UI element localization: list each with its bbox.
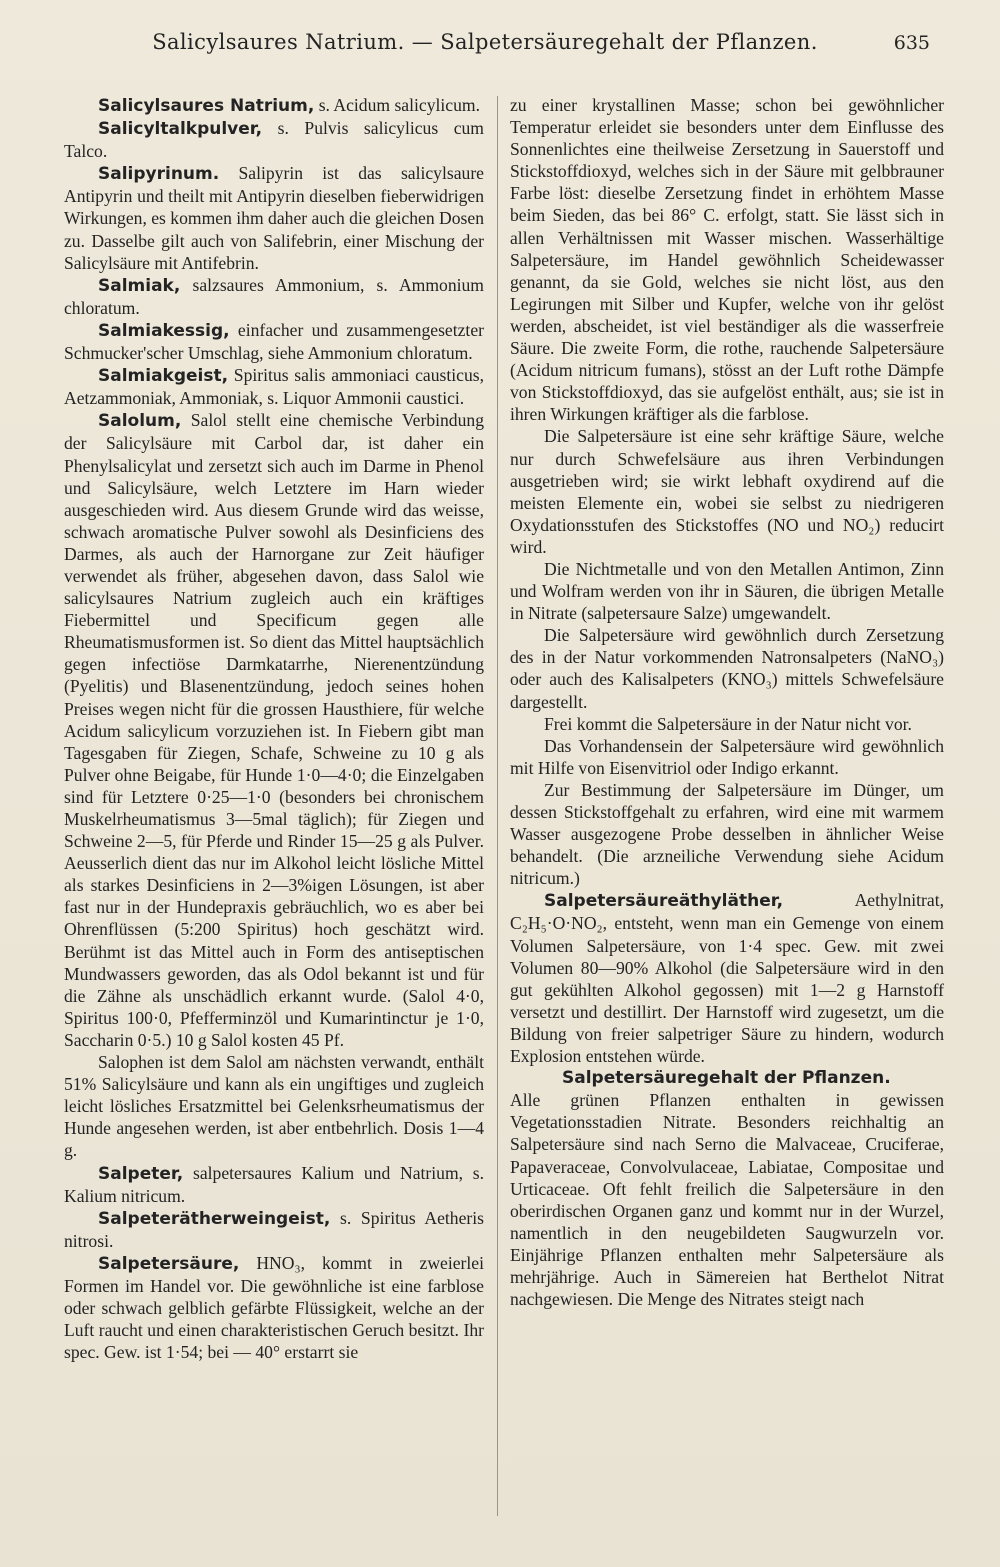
entry-lemma: Salicylsaures Natrium, — [98, 96, 315, 116]
entry-salpeteraetherweingeist — [64, 1207, 484, 1252]
page-number: 635 — [893, 32, 930, 54]
paragraph-detection — [510, 735, 944, 779]
entry-text: Spiritus salis ammoniaci causticus, Aetzammoniak, Ammoniak, s. Liquor Ammonii caustici. — [64, 365, 484, 409]
entry-lemma: Salmiakessig, — [98, 320, 230, 341]
entry-text: Die Salpetersäure wird gewöhnlich durch Zersetzung des in der Natur vorkommenden Natronsalpeters (NaNO₃) oder auch des Kalisalpeters (KNO₃) mittels Schwefelsäure dargestellt. — [510, 625, 944, 712]
entry-text: s. Spiritus Aetheris nitrosi. — [64, 1207, 484, 1251]
entry-salpeter — [64, 1162, 484, 1207]
entry-text: Salipyrin ist das salicylsaure Antipyrin und theilt mit Antipyrin dieselben fieberwidrigen Wirkungen, es kommen ihm daher auch die gleichen Dosen zu. Dasselbe gilt auch von Salifebrin, einer Mischung der Salicylsäure mit Antifebrin. — [64, 163, 484, 273]
entry-text: Aethylnitrat, C₂H₅·O·NO₂, entsteht, wenn man ein Gemenge von einem Volumen Salpetersäure, von 1·4 spec. Gew. mit zwei Volumen 80—90% Alkohol (die Salpetersäure wird in den gut gekühlten Alkohol gegossen) mit 1—2 g Harnstoff versetzt und destillirt. Der Harnstoff wird zugesetzt, um die Bildung von freier salpetriger Säure zu hindern, wodurch Explosion entstehen würde. — [510, 890, 944, 1067]
entry-lemma: Salpetersäure, — [98, 1253, 240, 1274]
entry-salmiakessig — [64, 319, 484, 364]
paragraph-oxidation — [510, 425, 944, 558]
entry-text: salzsaures Ammonium, s. Ammonium chloratum. — [64, 274, 484, 318]
entry-text: Die Salpetersäure ist eine sehr kräftige Säure, welche nur durch Schwefelsäure aus ihren Verbindungen ausgetrieben wird; sie wirkt lebhaft oxydirend auf die meisten Elemente ein, wobei sie selbst zu niedrigeren Oxydationsstufen des Stickstoffes (NO und NO₂) reducirt wird. — [510, 426, 944, 557]
entry-salmiak — [64, 274, 484, 319]
entry-salmiakgeist — [64, 364, 484, 409]
entry-text: Frei kommt die Salpetersäure in der Natur nicht vor. — [544, 713, 912, 734]
entry-text: Zur Bestimmung der Salpetersäure im Dünger, um dessen Stickstoffgehalt zu erfahren, wird eine mit warmem Wasser ausgezogene Probe desselben in ähnlicher Weise behandelt. (Die arzneiliche Verwendung siehe Acidum nitricum.) — [510, 779, 944, 889]
entry-salolum — [64, 409, 484, 1051]
paragraph-determination — [510, 779, 944, 889]
entry-salicylsaures-natrium — [64, 94, 484, 117]
entry-text: Salophen ist dem Salol am nächsten verwandt, enthält 51% Salicylsäure und kann als ein ungiftiges und zugleich leicht lösliches Ersatzmittel bei Gelenksrheumatismus der Hunde angesehen werden, ist aber entbehrlich. Dosis 1—4 g. — [64, 1052, 484, 1161]
entry-salpetersaeure — [64, 1252, 484, 1363]
entry-text: s. Acidum salicylicum. — [314, 95, 480, 115]
paragraph-occurrence — [510, 713, 944, 735]
entry-lemma: Salpeterätherweingeist, — [98, 1208, 331, 1229]
entry-salipyrinum — [64, 162, 484, 273]
entry-salpetersaeureaethylaether — [510, 889, 944, 1067]
entry-text: salpetersaures Kalium und Natrium, s. Kalium nitricum. — [64, 1162, 484, 1206]
column-divider — [497, 96, 498, 1516]
entry-salpetersaeure-continued — [510, 94, 944, 425]
entry-lemma: Salmiak, — [98, 275, 181, 296]
entry-lemma: Salolum, — [98, 411, 182, 432]
entry-lemma: Salpetersäureäthyläther, — [544, 891, 784, 912]
running-title: Salicylsaures Natrium. — Salpetersäuregehalt der Pflanzen. — [152, 30, 818, 54]
entry-salophen — [64, 1051, 484, 1161]
entry-lemma: Salipyrinum. — [98, 164, 220, 185]
paragraph-nitrates — [510, 558, 944, 624]
entry-text: einfacher und zusammengesetzter Schmucker'scher Umschlag, siehe Ammonium chloratum. — [64, 319, 484, 364]
entry-text: Die Nichtmetalle und von den Metallen Antimon, Zinn und Wolfram werden von ihr in Säuren, die übrigen Metalle in Nitrate (salpetersaure Salze) umgewandelt. — [510, 558, 944, 624]
entry-text: Alle grünen Pflanzen enthalten in gewissen Vegetationsstadien Nitrate. Besonders reichhaltig an Salpetersäure sind nach Serno die Malvaceae, Cruciferae, Papaveraceae, Convolvulaceae, Labiatae, Compositae und Urticaceae. Oft fehlt freilich die Salpetersäure in den oberirdischen Organen ganz und kommt nur in der Wurzel, namentlich in den neugebildeten Saugwurzeln vor. Einjährige Pflanzen enthalten mehr Salpetersäure als mehrjährige. Auch in Sämereien hat Berthelot Nitrat nachgewiesen. Die Menge des Nitrates steigt nach — [510, 1090, 944, 1310]
entry-text: Salol stellt eine chemische Verbindung der Salicylsäure mit Carbol dar, ist daher ein Phenylsalicylat und zersetzt sich auch im Darme in Phenol und Salicylsäure, welch Letztere im Harn wieder ausgeschieden wird. Aus diesem Grunde wird das weisse, schwach aromatische Pulver sowohl als Desinficiens des Darmes, als auch der Harnorgane zur Zeit häufiger verwendet als früher, abgesehen davon, dass Salol wie salicylsaures Natrium zugleich auch ein kräftiges Fiebermittel und Specificum gegen alle Rheumatismusformen ist. So dient das Mittel hauptsächlich gegen infectiöse Darmkatarrhe, Nierenentzündung (Pyelitis) und Blasenentzündung, jedoch seines hohen Preises wegen nicht für die grossen Hausthiere, für welche Acidum salicylicum vorzuziehen ist. In Fiebern gibt man Tagesgaben für Ziegen, Schafe, Schweine zu 10 g als Pulver ohne Beigabe, für Hunde 1·0—4·0; die Einzelgaben sind für Letztere 0·25—1·0 (besonders bei chronischem Muskelrheumatismus 3—5mal täglich); für Ziegen und Schweine 2—5, für Pferde und Rinder 15—25 g als Pulver. Aeusserlich dient das nur im Alkohol leicht lösliche Mittel als starkes Desinficiens in 2—3%igen Lösungen, ist aber fast nur in der Hundepraxis gebräuchlich, wo es aber bei Ohrenflüssen (5:200 Spiritus) hoch geschätzt wird. Berühmt ist das Mittel auch in Form des antiseptischen Mundwassers geworden, das als Odol bekannt ist und für die Zähne als unschädlich erkannt wurde. (Salol 4·0, Spiritus 100·0, Pfefferminzöl und Kumarintinctur je 1·0, Saccharin 0·5.) 10 g Salol kosten 45 Pf. — [64, 410, 484, 1050]
left-column — [64, 94, 484, 1363]
entry-text: Das Vorhandensein der Salpetersäure wird gewöhnlich mit Hilfe von Eisenvitriol oder Indigo erkannt. — [510, 735, 944, 778]
right-column — [510, 94, 944, 1310]
entry-lemma: Salpeter, — [98, 1163, 184, 1184]
entry-lemma: Salpetersäuregehalt der Pflanzen. — [562, 1068, 891, 1089]
entry-lemma: Salicyltalkpulver, — [98, 119, 263, 140]
entry-text: s. Pulvis salicylicus cum Talco. — [64, 118, 484, 162]
entry-salicyltalkpulver — [64, 117, 484, 162]
entry-salpetersaeuregehalt — [510, 1067, 944, 1310]
paragraph-preparation — [510, 624, 944, 712]
entry-text: HNO₃, kommt in zweierlei Formen im Handel vor. Die gewöhnliche ist eine farblose oder schwach gelblich gefärbte Flüssigkeit, welche an der Luft raucht und einen charakteristischen Geruch besitzt. Ihr spec. Gew. ist 1·54; bei — 40° erstarrt sie — [64, 1252, 484, 1363]
entry-text: zu einer krystallinen Masse; schon bei gewöhnlicher Temperatur erleidet sie besonders unter dem Einflusse des Sonnenlichtes eine theilweise Zersetzung in Sauerstoff und Stickstoffdioxyd, welches sich in der Säure mit gelbbrauner Farbe löst: dieselbe Zersetzung findet in erhöhtem Masse beim Sieden, das bei 86° C. erfolgt, statt. Sie lässt sich in allen Verhältnissen mit Wasser mischen. Wasserhältige Salpetersäure, im Handel gewöhnlich Scheidewasser genannt, da sie Gold, welches sie nicht löst, aus den Legirungen mit Silber und Kupfer, welche von ihr gelöst werden, abscheidet, ist viel beständiger als die wasserfreie Säure. Die zweite Form, die rothe, rauchende Salpetersäure (Acidum nitricum fumans), stösst an der Luft rothe Dämpfe von Stickstoffdioxyd, das sie aufgelöst enthält, aus; sie ist in ihren Wirkungen kräftiger als die farblose. — [510, 95, 944, 425]
entry-lemma: Salmiakgeist, — [98, 366, 229, 387]
